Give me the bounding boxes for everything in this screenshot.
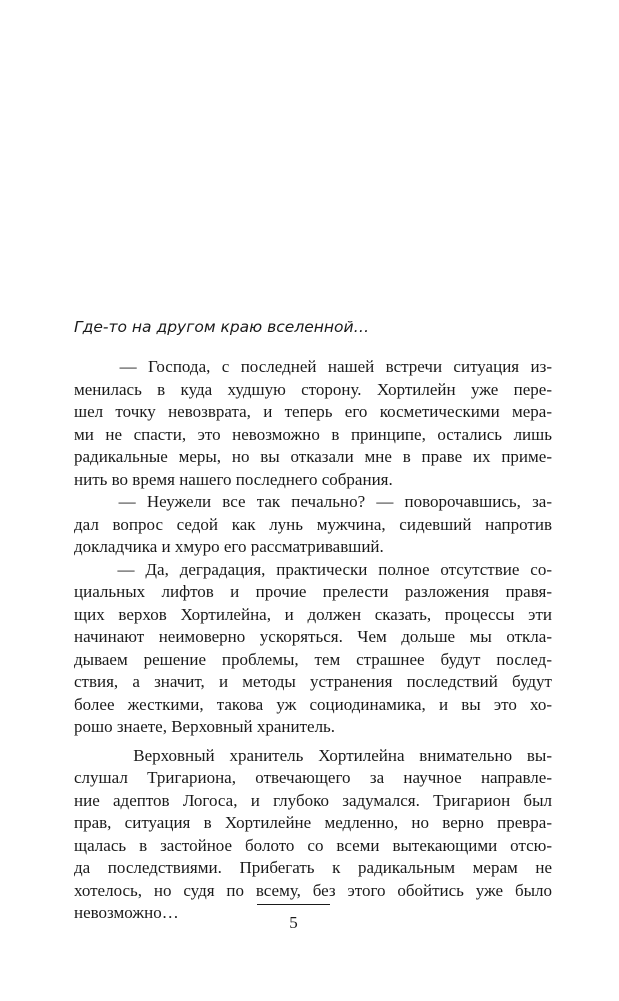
paragraph: [74, 491, 552, 559]
text-line: рошо знаете, Верховный хранитель.: [74, 717, 336, 736]
text-line: нить во время нашего последнего собрания.: [74, 469, 393, 489]
text-line: ние адептов Логоса, и глубоко задумался. Тригарион был: [74, 790, 552, 810]
paragraph: [74, 559, 552, 739]
text-line: щих верхов Хортилейна, и должен сказать, процессы эти: [74, 604, 552, 624]
text-line: невозможно…: [74, 903, 179, 922]
text-line: хотелось, но судя по всему, без этого обойтись уже было: [74, 880, 552, 900]
paragraph: [74, 745, 552, 925]
text-line: дываем решение проблемы, тем страшнее будут послед-: [74, 649, 552, 669]
text-line: — Господа, с последней нашей встречи ситуация из-: [74, 357, 552, 376]
text-line: — Да, деградация, практически полное отсутствие со-: [74, 559, 552, 579]
body-text: [74, 356, 552, 925]
text-line: радикальные меры, но вы отказали мне в праве их приме-: [74, 447, 552, 466]
paragraph: [74, 356, 552, 491]
text-line: ми не спасти, это невозможно в принципе, остались лишь: [74, 424, 552, 444]
text-line: слушал Тригариона, отвечающего за научное направле-: [74, 768, 552, 787]
text-line: Верховный хранитель Хортилейна внимательно вы-: [74, 745, 552, 765]
footer-rule: [257, 904, 330, 905]
text-line: ствия, а значит, и методы устранения последствий будут: [74, 672, 552, 691]
text-line: более жесткими, такова уж социодинамика, и вы это хо-: [74, 694, 552, 714]
text-line: да последствиями. Прибегать к радикальным мерам не: [74, 858, 552, 877]
text-line: циальных лифтов и прочие прелести разложения правя-: [74, 582, 552, 601]
text-line: — Неужели все так печально? — поворочавшись, за-: [74, 492, 552, 511]
page-number: 5: [289, 913, 298, 932]
text-line: шел точку невозврата, и теперь его косметическими мера-: [74, 402, 552, 421]
text-line: начинают неимоверно ускоряться. Чем дольше мы откла-: [74, 627, 552, 646]
text-line: щалась в застойное болото со всеми вытекающими отсю-: [74, 835, 552, 855]
text-line: докладчика и хмуро его рассматривавший.: [74, 537, 384, 556]
text-line: менилась в куда худшую сторону. Хортилейн уже пере-: [74, 379, 552, 399]
text-line: дал вопрос седой как лунь мужчина, сидевший напротив: [74, 514, 552, 534]
text-line: прав, ситуация в Хортилейне медленно, но верно превра-: [74, 813, 552, 832]
chapter-heading: Где-то на другом краю вселенной…: [74, 318, 370, 336]
